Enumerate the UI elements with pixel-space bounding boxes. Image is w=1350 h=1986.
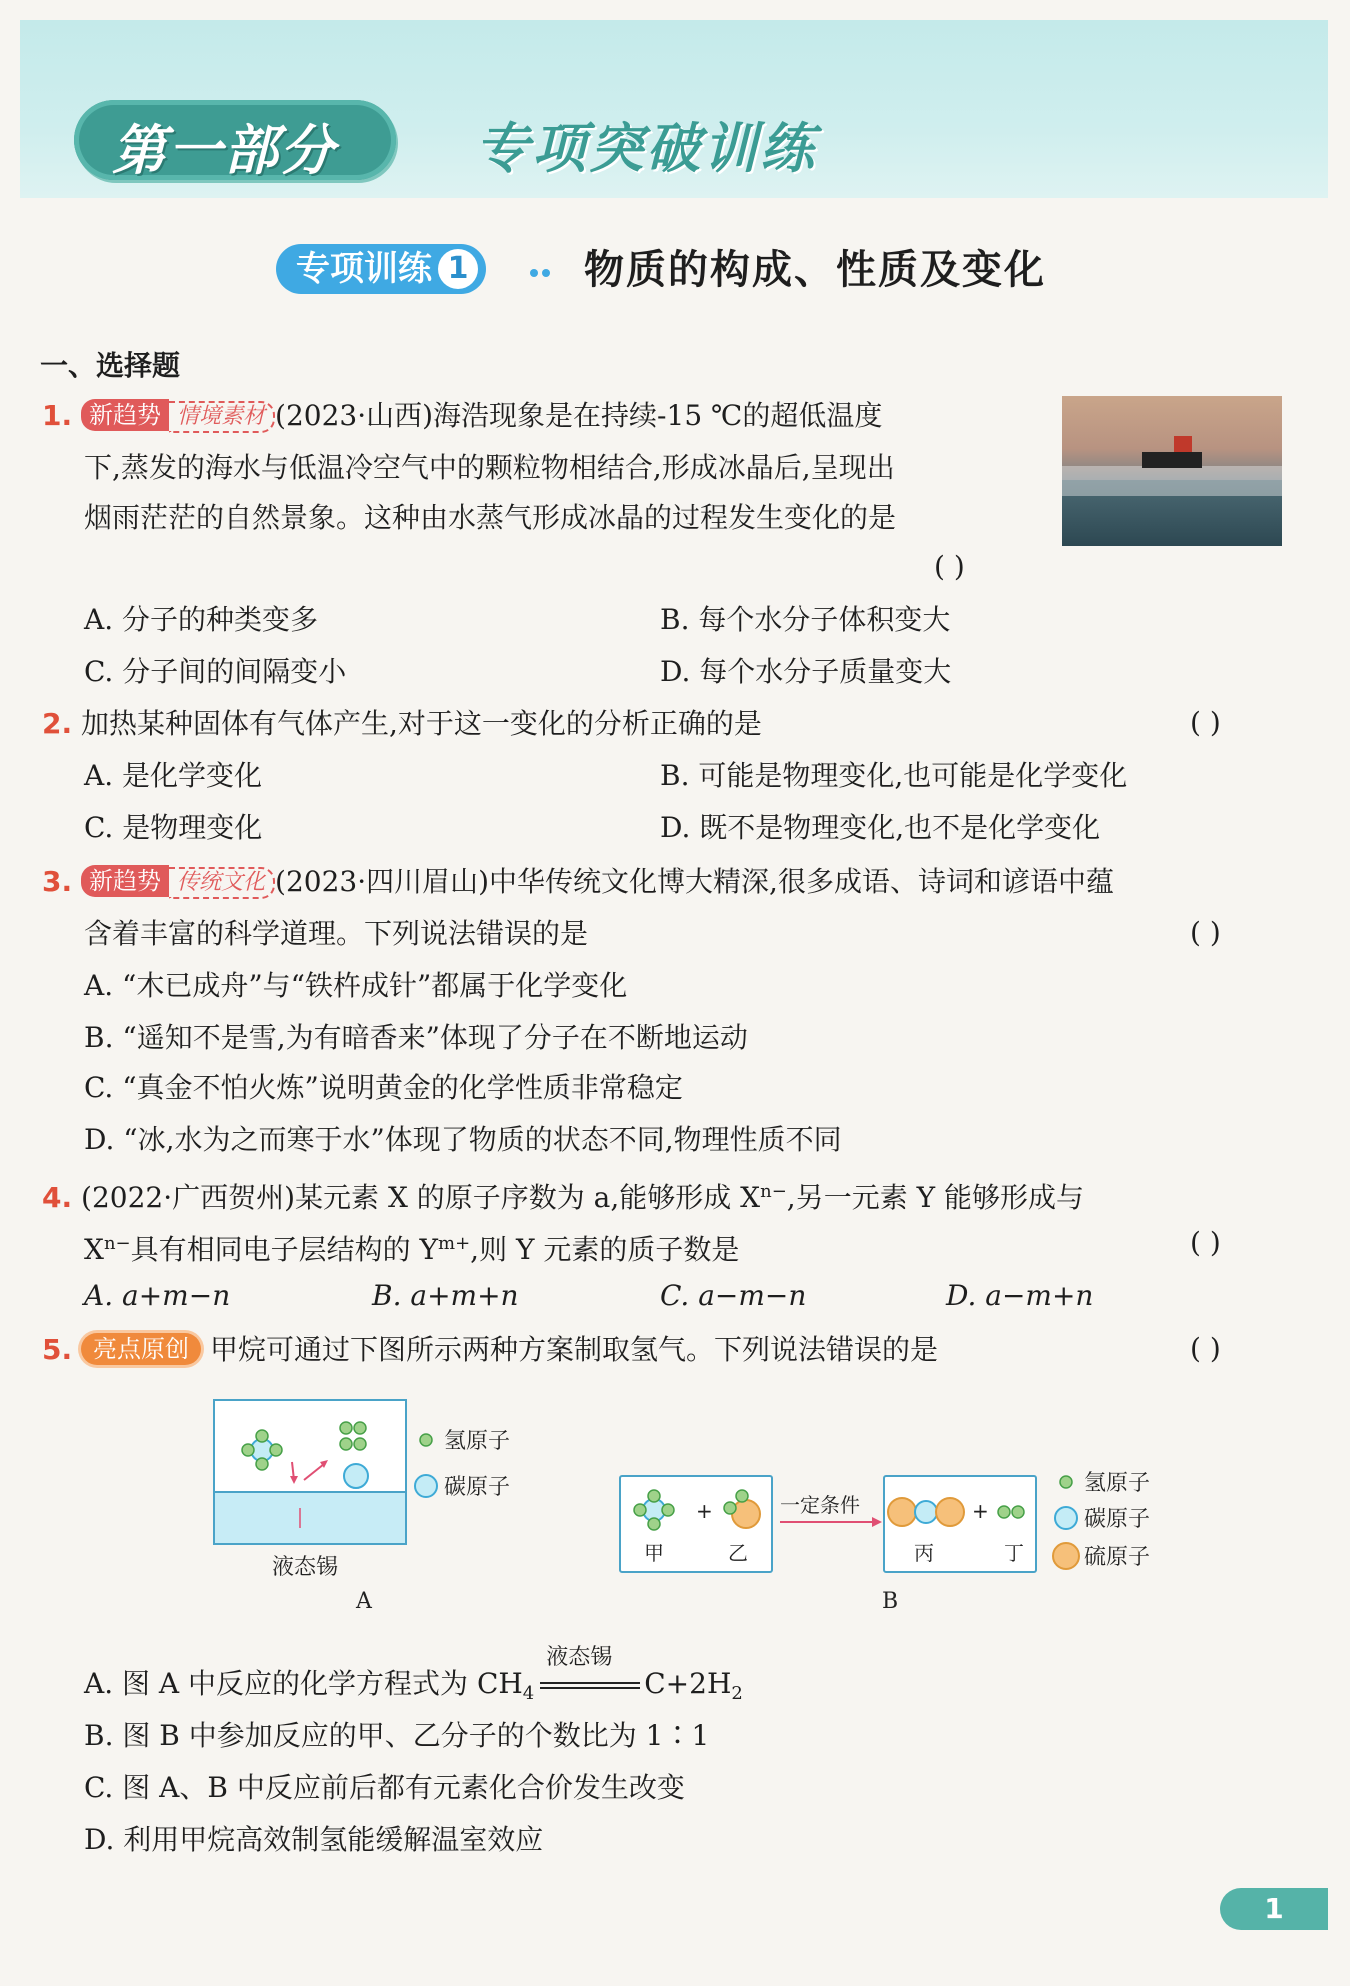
- q4-sup1: n−: [760, 1181, 787, 1202]
- q3-option-a[interactable]: A. “木已成舟”与“铁杵成针”都属于化学变化: [84, 969, 628, 1002]
- q3-option-d[interactable]: D. “冰,水为之而寒于水”体现了物质的状态不同,物理性质不同: [84, 1123, 842, 1156]
- legend-b-sulfur: 硫原子: [1084, 1545, 1151, 1570]
- legend-b-hydrogen: 氢原子: [1084, 1471, 1151, 1496]
- q3-tag-sub: 传统文化: [169, 867, 275, 899]
- q5-optA-text1: A. 图 A 中反应的化学方程式为 CH: [84, 1667, 523, 1700]
- section-heading: 一、选择题: [40, 349, 181, 382]
- q4-line2: [84, 1224, 739, 1270]
- q5-tag: 亮点原创: [81, 1333, 201, 1365]
- q2-number: 2.: [42, 707, 73, 740]
- q1-text1: (2023·山西)海浩现象是在持续-15 ℃的超低温度: [275, 399, 883, 432]
- q1-line3: 烟雨茫茫的自然景象。这种由水蒸气形成冰晶的过程发生变化的是: [84, 501, 897, 534]
- q3-tag: 新趋势: [81, 865, 169, 897]
- liquid-tin-label: 液态锡: [272, 1555, 339, 1580]
- q3-text1: (2023·四川眉山)中华传统文化博大精深,很多成语、诗词和谚语中蕴: [275, 865, 1114, 898]
- q1-option-c[interactable]: C. 分子间的间隔变小: [84, 655, 347, 688]
- q3-option-b[interactable]: B. “遥知不是雪,为有暗香来”体现了分子在不断地运动: [84, 1021, 748, 1054]
- q5-option-b[interactable]: B. 图 B 中参加反应的甲、乙分子的个数比为 1∶1: [84, 1719, 710, 1752]
- q4-option-c[interactable]: C. a−m−n: [660, 1279, 807, 1312]
- q3-number: 3.: [42, 865, 73, 898]
- q5-optA-text2: C+2H: [644, 1667, 732, 1700]
- q2-option-a[interactable]: A. 是化学变化: [84, 759, 263, 792]
- legend-a-hydrogen: 氢原子: [444, 1429, 511, 1454]
- plus-sign-2: +: [972, 1499, 989, 1523]
- q1-option-b[interactable]: B. 每个水分子体积变大: [660, 603, 951, 636]
- part-label-pill: [74, 100, 396, 180]
- carbon-legend-icon: [415, 1475, 437, 1497]
- label-yi: 乙: [728, 1541, 748, 1565]
- q3-option-c[interactable]: C. “真金不怕火炼”说明黄金的化学性质非常稳定: [84, 1071, 683, 1104]
- q4-text2c: ,则 Y 元素的质子数是: [470, 1233, 740, 1266]
- part-label: 第一部分: [112, 119, 336, 182]
- q2-option-d[interactable]: D. 既不是物理变化,也不是化学变化: [660, 811, 1101, 844]
- diagram-b-label: B: [882, 1589, 899, 1614]
- part-title: 专项突破训练: [475, 117, 817, 180]
- q4-sup2: n−: [103, 1233, 131, 1254]
- q4-option-b[interactable]: B. a+m+n: [372, 1279, 519, 1312]
- q1-tag-sub: 情境素材: [169, 401, 275, 433]
- section-title: 物质的构成、性质及变化: [584, 246, 1046, 293]
- section-pill: [276, 244, 486, 294]
- q2-option-c[interactable]: C. 是物理变化: [84, 811, 263, 844]
- label-ding: 丁: [1004, 1541, 1024, 1565]
- carbon-atom-a: [344, 1464, 368, 1488]
- q2-text1: 加热某种固体有气体产生,对于这一变化的分析正确的是: [81, 707, 762, 740]
- legend-a-carbon: 碳原子: [444, 1475, 511, 1500]
- q1-option-a[interactable]: A. 分子的种类变多: [84, 603, 319, 636]
- diagram-b: [620, 1471, 1150, 1614]
- q1-line2: 下,蒸发的海水与低温冷空气中的颗粒物相结合,形成冰晶后,呈现出: [84, 451, 895, 484]
- q2-answer-blank[interactable]: ( ): [1190, 706, 1221, 739]
- q4-text1a: (2022·广西贺州)某元素 X 的原子序数为 a,能够形成 X: [81, 1181, 761, 1214]
- q5-text1: 甲烷可通过下图所示两种方案制取氢气。下列说法错误的是: [209, 1333, 938, 1366]
- q5-number: 5.: [42, 1333, 73, 1366]
- q1-option-d[interactable]: D. 每个水分子质量变大: [660, 655, 952, 688]
- hydrogen-legend-icon: [420, 1434, 432, 1446]
- section-dots: [530, 262, 554, 281]
- diagram-a-label: A: [356, 1589, 372, 1614]
- q5-option-c[interactable]: C. 图 A、B 中反应前后都有元素化合价发生改变: [84, 1771, 685, 1804]
- q5-optA-arrow: [534, 1645, 644, 1704]
- q4-text2a: X: [84, 1233, 104, 1266]
- q5-answer-blank[interactable]: ( ): [1190, 1332, 1221, 1365]
- q4-option-d[interactable]: D. a−m+n: [946, 1279, 1094, 1312]
- condition-label: 一定条件: [780, 1493, 860, 1517]
- q3-answer-blank[interactable]: ( ): [1190, 916, 1221, 949]
- q1-tag: 新趋势: [81, 399, 169, 431]
- q5-optA-sub1: 4: [522, 1683, 535, 1704]
- sea-smoke-photo: [1062, 396, 1282, 546]
- q2-line1: [42, 704, 762, 744]
- q3-line2: 含着丰富的科学道理。下列说法错误的是: [84, 917, 589, 950]
- section-pill-label: 专项训练: [296, 249, 432, 289]
- q5-optA-condition: 液态锡: [546, 1645, 613, 1670]
- q4-text2b: 具有相同电子层结构的 Y: [130, 1233, 439, 1266]
- q4-sup3: m+: [438, 1233, 471, 1254]
- q4-text1b: ,另一元素 Y 能够形成与: [786, 1181, 1084, 1214]
- legend-b-carbon: 碳原子: [1084, 1507, 1151, 1532]
- q3-line1: [42, 862, 1114, 902]
- label-bing: 丙: [914, 1541, 934, 1565]
- methane-hydrogen-diagram: [200, 1384, 1180, 1624]
- q4-option-a[interactable]: A. a+m−n: [84, 1279, 231, 1312]
- diagram-a: [214, 1400, 510, 1614]
- q4-line1: [42, 1172, 1084, 1218]
- plus-sign-1: +: [696, 1499, 713, 1523]
- q5-line1: [42, 1330, 938, 1370]
- q2-option-b[interactable]: B. 可能是物理变化,也可能是化学变化: [660, 759, 1128, 792]
- cs2-molecule: [888, 1498, 964, 1526]
- q4-answer-blank[interactable]: ( ): [1190, 1226, 1221, 1259]
- q1-answer-blank[interactable]: ( ): [934, 550, 965, 583]
- page-number: 1: [1220, 1888, 1328, 1930]
- label-jia: 甲: [644, 1541, 664, 1565]
- q1-number: 1.: [42, 399, 73, 432]
- q5-optA-sub2: 2: [731, 1683, 743, 1704]
- q5-option-a[interactable]: [84, 1645, 743, 1714]
- section-pill-number: 1: [438, 249, 478, 289]
- q1-line1: [42, 396, 882, 436]
- q4-number: 4.: [42, 1181, 73, 1214]
- q5-option-d[interactable]: D. 利用甲烷高效制氢能缓解温室效应: [84, 1823, 544, 1856]
